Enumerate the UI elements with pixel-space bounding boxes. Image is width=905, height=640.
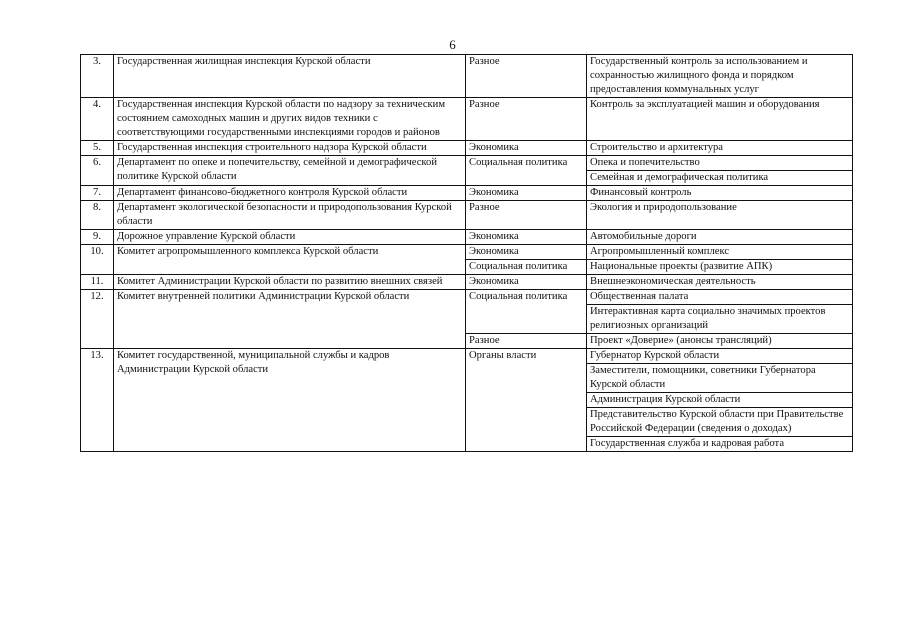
content-cell [587,98,853,141]
content-item: Агропромышленный комплекс [590,246,730,257]
content-item: Заместители, помощники, советники Губернатора Курской области [587,363,852,392]
category: Экономика [466,230,587,245]
organization-name: Департамент экологической безопасности и природопользования Курской области [114,201,466,230]
content-item: Экология и природопользование [590,202,737,213]
organization-name: Комитет внутренней политики Администрации Курской области [114,290,466,349]
content-cell [587,245,853,260]
row-number: 4. [81,98,114,141]
category: Разное [466,98,587,141]
organization-name: Комитет государственной, муниципальной службы и кадров Администрации Курской области [114,349,466,452]
category: Органы власти [466,349,587,452]
content-item: Общественная палата [590,291,689,302]
content-item: Представительство Курской области при Правительстве Российской Федерации (сведения о доходах) [587,407,852,436]
category: Социальная политика [466,290,587,334]
content-item: Государственная служба и кадровая работа [587,436,852,451]
table-row [81,141,853,156]
content-cell [587,290,853,334]
content-cell [587,186,853,201]
category: Разное [466,334,587,349]
row-number: 5. [81,141,114,156]
content-item: Администрация Курской области [587,392,852,407]
organization-name: Государственная инспекция Курской области по надзору за техническим состоянием самоходных машин и других видов техники с соответствующими государственными инспекциями городов и районов [114,98,466,141]
page-number: 6 [449,37,456,52]
content-cell [587,156,853,186]
table-row [81,349,853,452]
table-row [81,275,853,290]
organization-name: Государственная инспекция строительного надзора Курской области [114,141,466,156]
content-item: Государственный контроль за использованием и сохранностью жилищного фонда и порядком предоставления коммунальных услуг [590,56,808,95]
content-item: Опека и попечительство [590,157,700,168]
table-row [81,230,853,245]
content-cell [587,260,853,275]
content-cell [587,55,853,98]
organizations-table [80,54,853,452]
row-number: 6. [81,156,114,186]
category: Экономика [466,275,587,290]
category: Социальная политика [466,156,587,186]
content-cell [587,334,853,349]
content-item: Интерактивная карта социально значимых проектов религиозных организаций [587,304,852,333]
table-row [81,290,853,334]
content-cell [587,141,853,156]
content-item: Контроль за эксплуатацией машин и оборудования [590,99,820,110]
table-row [81,186,853,201]
content-item: Национальные проекты (развитие АПК) [590,261,773,272]
row-number: 8. [81,201,114,230]
row-number: 13. [81,349,114,452]
category: Экономика [466,245,587,260]
table-row [81,156,853,186]
category: Экономика [466,186,587,201]
row-number: 11. [81,275,114,290]
content-item: Строительство и архитектура [590,142,724,153]
row-number: 3. [81,55,114,98]
content-cell [587,349,853,452]
content-cell [587,230,853,245]
organization-name: Комитет Администрации Курской области по развитию внешних связей [114,275,466,290]
category: Экономика [466,141,587,156]
table-row [81,201,853,230]
table-row [81,55,853,98]
content-item: Внешнеэкономическая деятельность [590,276,756,287]
organization-name: Департамент по опеке и попечительству, семейной и демографической политике Курской области [114,156,466,186]
content-item: Финансовый контроль [590,187,692,198]
table-row [81,245,853,260]
organization-name: Комитет агропромышленного комплекса Курской области [114,245,466,275]
organization-name: Дорожное управление Курской области [114,230,466,245]
organization-name: Департамент финансово-бюджетного контроля Курской области [114,186,466,201]
row-number: 10. [81,245,114,275]
organization-name: Государственная жилищная инспекция Курской области [114,55,466,98]
row-number: 9. [81,230,114,245]
table-row [81,98,853,141]
category: Разное [466,55,587,98]
row-number: 7. [81,186,114,201]
content-item: Автомобильные дороги [590,231,697,242]
content-cell [587,275,853,290]
category: Социальная политика [466,260,587,275]
content-item: Губернатор Курской области [590,350,720,361]
category: Разное [466,201,587,230]
row-number: 12. [81,290,114,349]
content-item: Проект «Доверие» (анонсы трансляций) [590,335,772,346]
content-item: Семейная и демографическая политика [587,170,852,185]
content-cell [587,201,853,230]
